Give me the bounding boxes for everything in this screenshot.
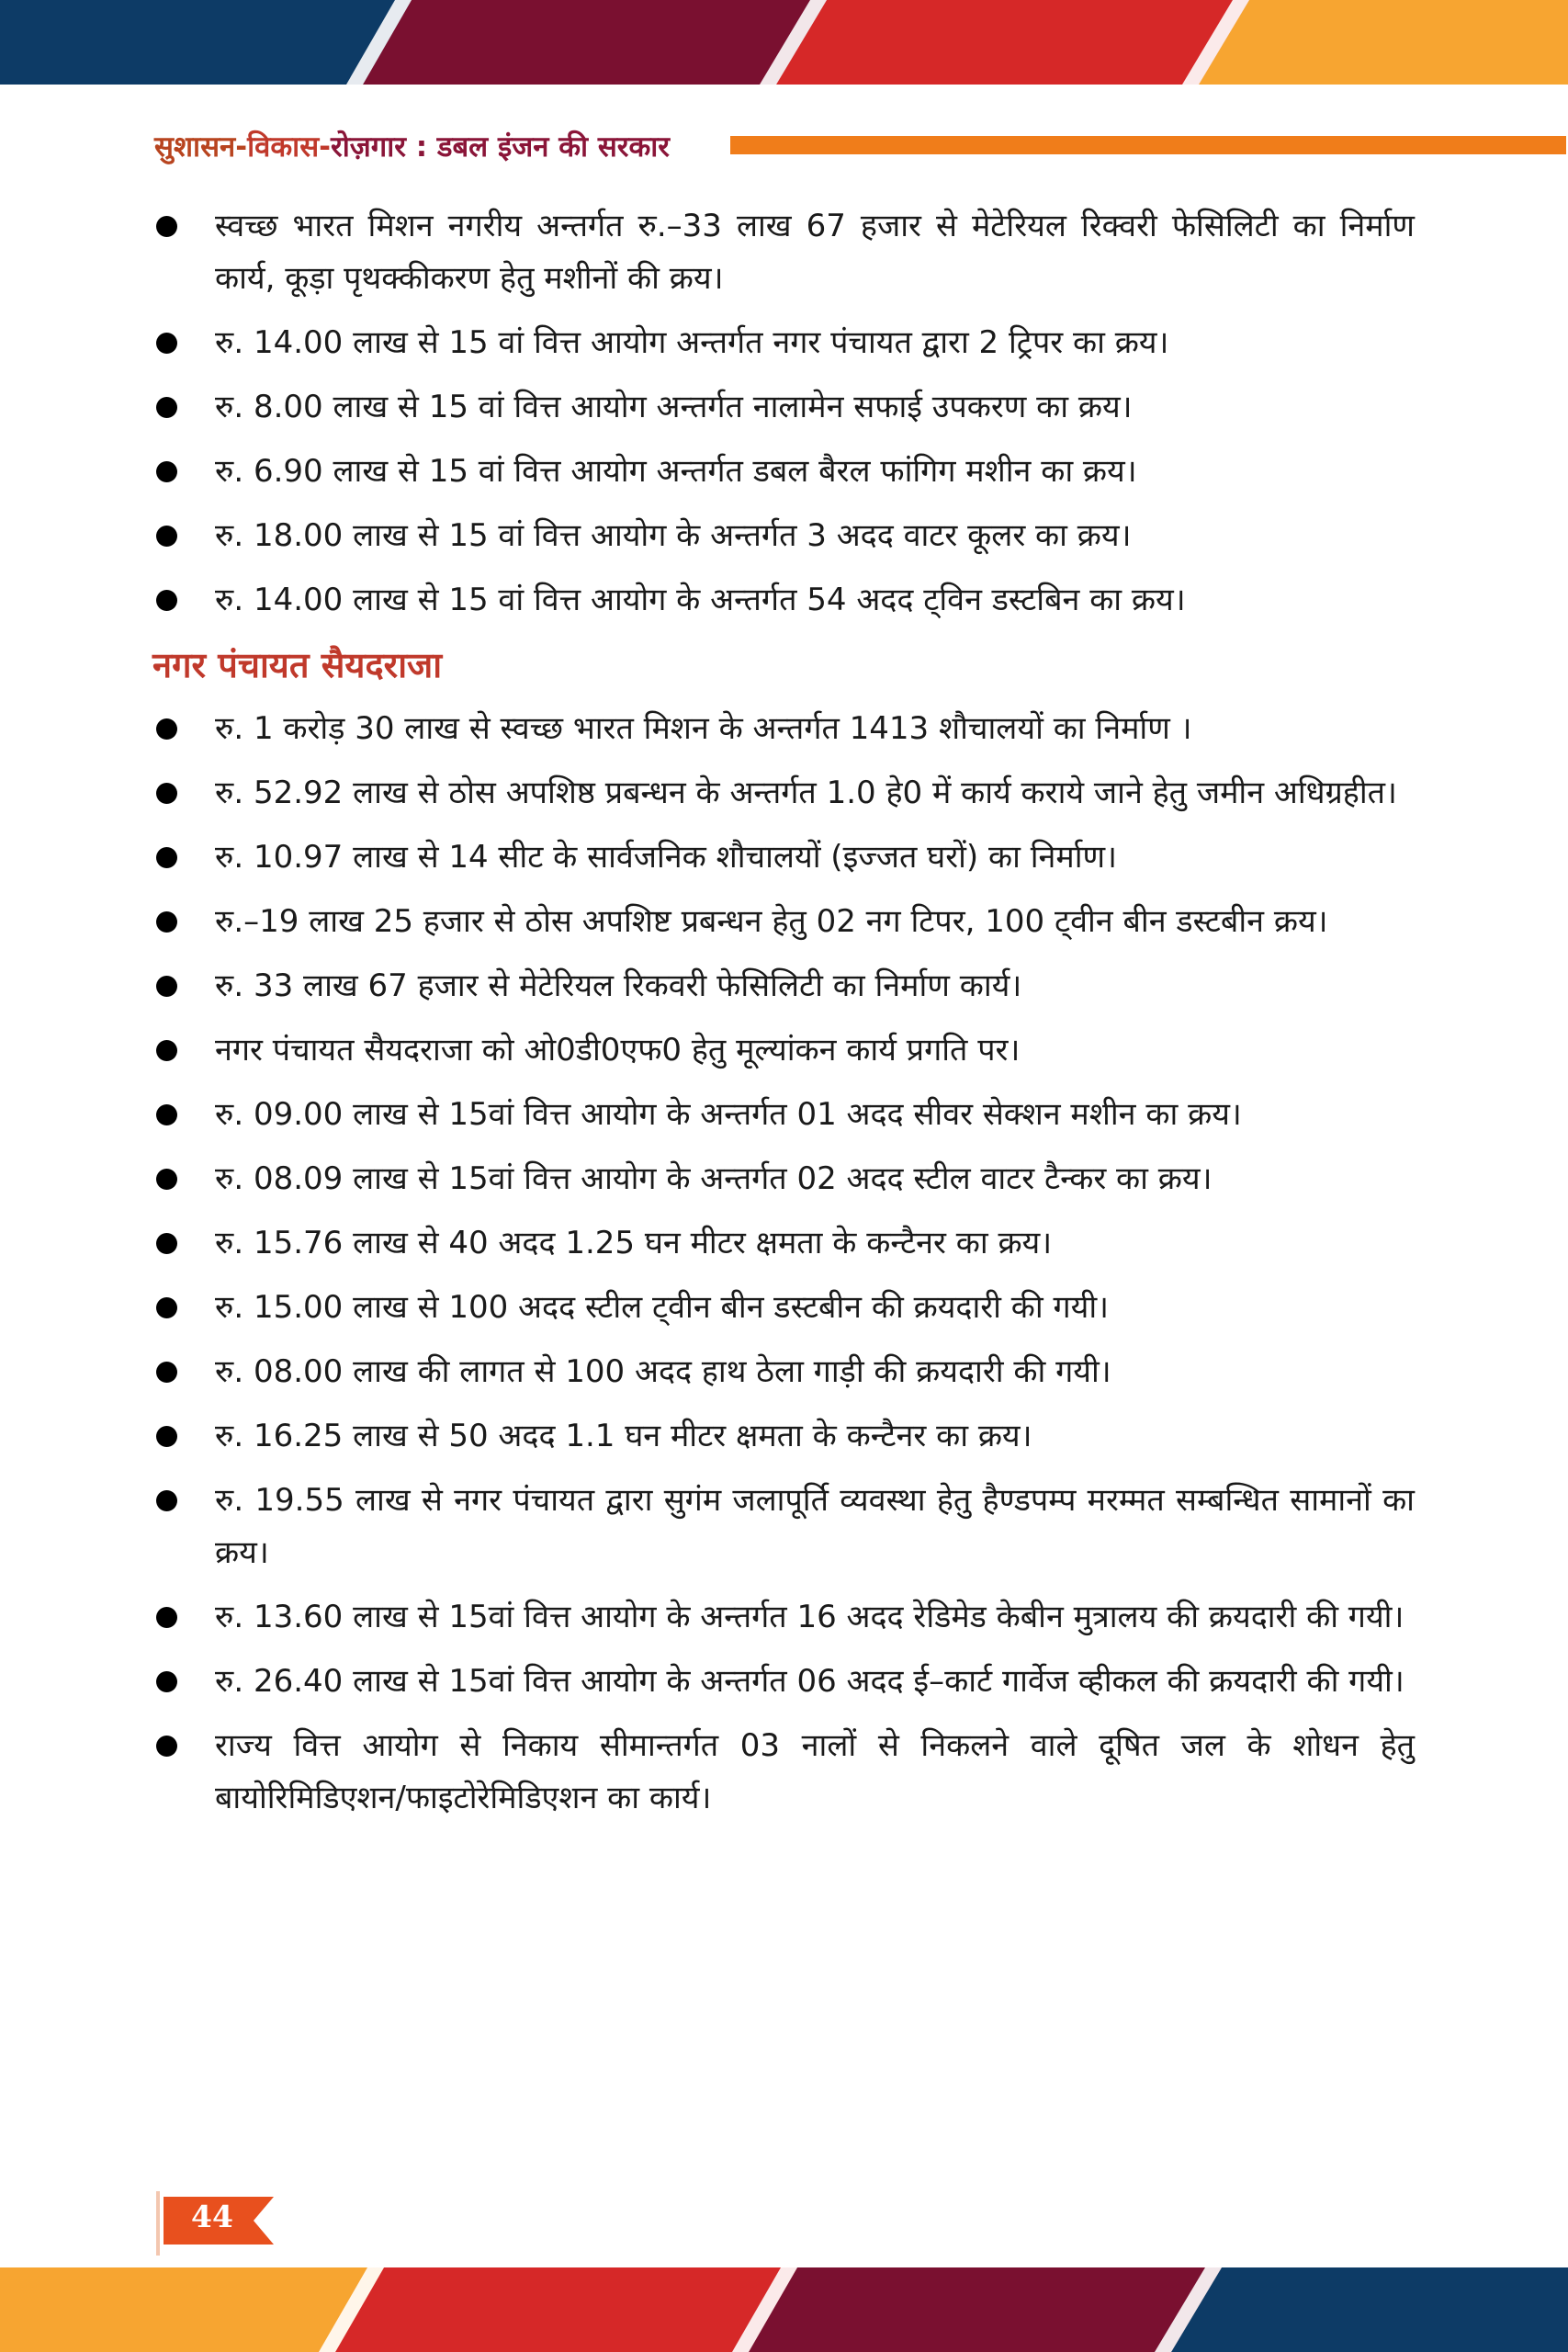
list-item-text: नगर पंचायत सैयदराजा को ओ0डी0एफ0 हेतु मूल्यांकन कार्य प्रगति पर। [215, 1032, 1021, 1069]
page-content [147, 200, 1415, 1837]
list-item [147, 446, 1415, 498]
list-item-text: रु. 08.09 लाख से 15वां वित्त आयोग के अन्तर्गत 02 अदद स्टील वाटर टैन्कर का क्रय। [215, 1160, 1213, 1197]
list-item-text: रु. 14.00 लाख से 15 वां वित्त आयोग के अन्तर्गत 54 अदद ट्विन डस्टबिन का क्रय। [215, 582, 1186, 618]
list-item [147, 1720, 1415, 1825]
bullet-icon [156, 847, 177, 868]
header-title-part1: सुशासन- [154, 130, 248, 164]
list-item-text: रु. 13.60 लाख से 15वां वित्त आयोग के अन्तर्गत 16 अदद रेडिमेड केबीन मुत्रालय की क्रयदारी की गयी। [215, 1599, 1404, 1635]
header-title-part3: रोज़गार [331, 130, 406, 164]
list-item [147, 831, 1415, 884]
list-item-text: रु. 26.40 लाख से 15वां वित्त आयोग के अन्तर्गत 06 अदद ई–कार्ट गार्वेज व्हीकल की क्रयदारी की गयी। [215, 1663, 1404, 1700]
list-item [147, 960, 1415, 1012]
list-item [147, 1656, 1415, 1708]
header-rule [730, 136, 1566, 154]
header-title-part4: : डबल इंजन की सरकार [405, 130, 670, 164]
list-item-text: रु. 19.55 लाख से नगर पंचायत द्वारा सुगंम जलापूर्ति व्यवस्था हेतु हैण्डपम्प मरम्मत सम्बन्धित सामानों का क्रय। [215, 1482, 1415, 1571]
list-item [147, 574, 1415, 627]
bullet-icon [156, 718, 177, 740]
top-decorative-band [0, 0, 1568, 85]
list-item-text: रु. 10.97 लाख से 14 सीट के सार्वजनिक शौचालयों (इज्जत घरों) का निर्माण। [215, 839, 1118, 876]
bullet-icon [156, 1426, 177, 1447]
list-item [147, 1475, 1415, 1579]
list-item-text: रु. 8.00 लाख से 15 वां वित्त आयोग अन्तर्गत नालामेन सफाई उपकरण का क्रय। [215, 389, 1133, 425]
bullet-icon [156, 1607, 177, 1628]
bullet-icon [156, 976, 177, 997]
bullet-icon [156, 1169, 177, 1190]
bullet-icon [156, 1297, 177, 1318]
bullet-icon [156, 1233, 177, 1254]
list-item [147, 1410, 1415, 1463]
page-header [154, 123, 1413, 171]
list-item [147, 1024, 1415, 1077]
section2-list [147, 703, 1415, 1825]
bullet-icon [156, 1490, 177, 1511]
list-item-text: रु. 08.00 लाख की लागत से 100 अदद हाथ ठेला गाड़ी की क्रयदारी की गयी। [215, 1353, 1111, 1390]
list-item-text: रु. 1 करोड़ 30 लाख से स्वच्छ भारत मिशन के अन्तर्गत 1413 शौचालयों का निर्माण । [215, 710, 1192, 747]
list-item [147, 1591, 1415, 1644]
section1-list [147, 200, 1415, 627]
bullet-icon [156, 397, 177, 418]
bullet-icon [156, 461, 177, 482]
bullet-icon [156, 1104, 177, 1125]
bottom-decorative-band [0, 2267, 1568, 2352]
list-item-text: रु. 18.00 लाख से 15 वां वित्त आयोग के अन्तर्गत 3 अदद वाटर कूलर का क्रय। [215, 517, 1132, 554]
list-item [147, 510, 1415, 562]
list-item [147, 317, 1415, 369]
list-item [147, 767, 1415, 820]
list-item-text: रु. 15.00 लाख से 100 अदद स्टील ट्वीन बीन डस्टबीन की क्रयदारी की गयी। [215, 1289, 1110, 1326]
bullet-icon [156, 216, 177, 237]
bullet-icon [156, 333, 177, 354]
page-number-bar [156, 2191, 160, 2256]
list-item [147, 1346, 1415, 1398]
bullet-icon [156, 1040, 177, 1061]
list-item-text: रु. 15.76 लाख से 40 अदद 1.25 घन मीटर क्षमता के कन्टैनर का क्रय। [215, 1225, 1053, 1261]
bullet-icon [156, 1671, 177, 1692]
list-item [147, 1089, 1415, 1141]
section-heading: नगर पंचायत सैयदराजा [152, 645, 443, 685]
header-title [154, 127, 670, 165]
list-item [147, 381, 1415, 434]
list-item-text: राज्य वित्त आयोग से निकाय सीमान्तर्गत 03 नालों से निकलने वाले दूषित जल के शोधन हेतु बायोरिमिडिएशन/फाइटोरेमिडिएशन का कार्य। [215, 1727, 1415, 1816]
list-item-text: रु. 16.25 लाख से 50 अदद 1.1 घन मीटर क्षमता के कन्टैनर का क्रय। [215, 1418, 1032, 1454]
bullet-icon [156, 526, 177, 547]
list-item [147, 1282, 1415, 1334]
list-item [147, 1217, 1415, 1270]
bullet-icon [156, 783, 177, 804]
list-item-text: रु.–19 लाख 25 हजार से ठोस अपशिष्ट प्रबन्धन हेतु 02 नग टिपर, 100 ट्वीन बीन डस्टबीन क्रय। [215, 903, 1328, 940]
list-item-text: रु. 09.00 लाख से 15वां वित्त आयोग के अन्तर्गत 01 अदद सीवर सेक्शन मशीन का क्रय। [215, 1096, 1242, 1133]
list-item [147, 703, 1415, 755]
page-number: 44 [191, 2199, 233, 2234]
list-item-text: रु. 52.92 लाख से ठोस अपशिष्ठ प्रबन्धन के अन्तर्गत 1.0 हे0 में कार्य कराये जाने हेतु जमीन अधिग्रहीत। [215, 775, 1397, 811]
bullet-icon [156, 590, 177, 611]
list-item [147, 896, 1415, 948]
page-number-tab [156, 2191, 285, 2246]
list-item-text: स्वच्छ भारत मिशन नगरीय अन्तर्गत रु.–33 लाख 67 हजार से मेटेरियल रिक्वरी फेसिलिटी का निर्माण कार्य, कूड़ा पृथक्कीकरण हेतु मशीनों की क्रय। [215, 208, 1415, 297]
bullet-icon [156, 1362, 177, 1383]
bullet-icon [156, 1736, 177, 1757]
bullet-icon [156, 911, 177, 933]
list-item-text: रु. 6.90 लाख से 15 वां वित्त आयोग अन्तर्गत डबल बैरल फांगिग मशीन का क्रय। [215, 453, 1137, 490]
header-title-part2: विकास- [247, 130, 332, 164]
list-item-text: रु. 33 लाख 67 हजार से मेटेरियल रिकवरी फेसिलिटी का निर्माण कार्य। [215, 967, 1022, 1004]
list-item [147, 1153, 1415, 1205]
list-item-text: रु. 14.00 लाख से 15 वां वित्त आयोग अन्तर्गत नगर पंचायत द्वारा 2 ट्रिपर का क्रय। [215, 324, 1169, 361]
list-item [147, 200, 1415, 305]
